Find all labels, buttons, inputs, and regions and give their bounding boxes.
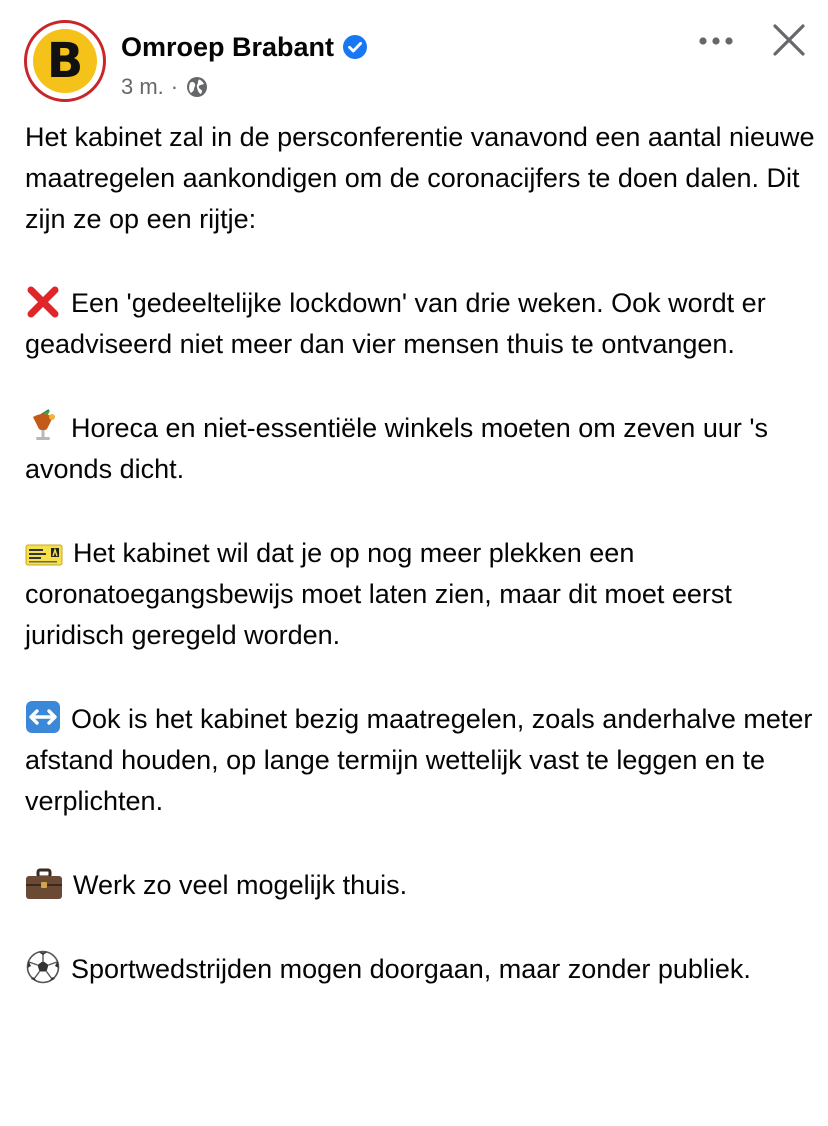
globe-icon bbox=[185, 75, 209, 99]
tropical-drink-icon bbox=[25, 409, 61, 443]
post-item-text: Een 'gedeeltelijke lockdown' van drie weken. Ook wordt er geadviseerd niet meer dan vier mensen thuis te ontvangen. bbox=[25, 288, 766, 359]
left-right-arrow-icon bbox=[25, 700, 61, 734]
more-options-icon[interactable] bbox=[696, 24, 736, 58]
post-item bbox=[25, 283, 815, 365]
avatar-letter: B bbox=[46, 33, 84, 89]
post-body bbox=[25, 117, 815, 1033]
post-item bbox=[25, 865, 815, 906]
post-item bbox=[25, 533, 815, 656]
soccer-ball-icon bbox=[25, 950, 61, 984]
close-icon[interactable] bbox=[770, 24, 808, 58]
post-item bbox=[25, 699, 815, 822]
post-header bbox=[0, 0, 828, 110]
post-item bbox=[25, 408, 815, 490]
page-name[interactable]: Omroep Brabant bbox=[121, 32, 335, 62]
avatar-logo bbox=[33, 29, 97, 93]
post-item bbox=[25, 949, 815, 990]
post-item-text: Ook is het kabinet bezig maatregelen, zoals anderhalve meter afstand houden, op lange termijn wettelijk vast te leggen en te verplichten. bbox=[25, 704, 813, 816]
verified-badge-icon bbox=[342, 34, 368, 60]
briefcase-icon bbox=[25, 868, 63, 900]
meta-separator: · bbox=[170, 74, 179, 99]
ticket-icon bbox=[25, 542, 63, 568]
post-item-text: Werk zo veel mogelijk thuis. bbox=[73, 870, 408, 900]
cross-mark-icon bbox=[25, 286, 61, 318]
post-item-text: Horeca en niet-essentiële winkels moeten om zeven uur 's avonds dicht. bbox=[25, 413, 769, 484]
post-item-text: Sportwedstrijden mogen doorgaan, maar zonder publiek. bbox=[71, 954, 751, 984]
post-meta bbox=[121, 72, 209, 102]
page-name-row bbox=[121, 30, 368, 64]
timestamp[interactable]: 3 m. bbox=[121, 74, 164, 99]
avatar[interactable] bbox=[24, 20, 106, 102]
post-item-text: Het kabinet wil dat je op nog meer plekken een coronatoegangsbewijs moet laten zien, maar dit moet eerst juridisch geregeld worden. bbox=[25, 538, 732, 650]
post-intro: Het kabinet zal in de persconferentie vanavond een aantal nieuwe maatregelen aankondigen om de coronacijfers te doen dalen. Dit zijn ze op een rijtje: bbox=[25, 122, 815, 234]
